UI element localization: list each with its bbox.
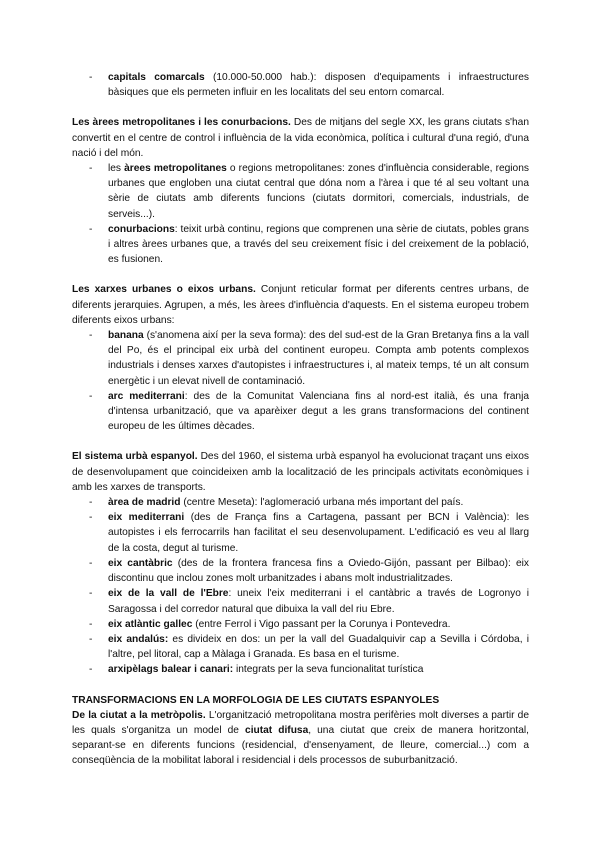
- spacer: [72, 678, 529, 693]
- list-item: - eix mediterrani (des de França fins a Cartagena, passant per BCN i València): les autopistes i els ferrocarrils han facilitat el seu desenvolupament. L'edificació es veu al llarg de la costa, degut al turisme.: [89, 512, 529, 554]
- section-heading: TRANSFORMACIONS EN LA MORFOLOGIA DE LES CIUTATS ESPANYOLES: [72, 694, 440, 706]
- term: banana: [108, 330, 144, 342]
- section-title: El sistema urbà espanyol.: [72, 451, 198, 463]
- section-paragraph: Les xarxes urbanes o eixos urbans. Conjunt reticular format per diferents centres urbans, de diferents jerarquies. Agrupen, a més, les àrees d'influència d'aquests. En el sistema europeu trobem diferents eixos urbans:: [72, 284, 529, 326]
- section-title: Les àrees metropolitanes i les conurbacions.: [72, 117, 291, 129]
- document-page: [72, 70, 529, 769]
- term: eix mediterrani: [108, 512, 185, 524]
- list-item: - capitals comarcals (10.000-50.000 hab.): disposen d'equipaments i infraestructures bàsiques que els permeten influir en les localitats del seu entorn comarcal.: [89, 72, 529, 99]
- list-item: - arxipèlags balear i canari: integrats per la seva funcionalitat turística: [72, 662, 529, 677]
- dash-bullet: -: [89, 664, 93, 676]
- dash-bullet: -: [89, 618, 93, 630]
- section-title: De la ciutat a la metròpolis.: [72, 709, 206, 721]
- dash-bullet: -: [89, 163, 93, 175]
- dash-bullet: -: [89, 72, 93, 83]
- term: arc mediterrani: [108, 390, 185, 402]
- intro-list: [72, 70, 529, 100]
- list-item: - eix de la vall de l'Ebre: uneix l'eix mediterrani i el cantàbric a través de Logronyo i Saragossa i del corredor natural que dibuixa la vall del riu Ebre.: [89, 588, 529, 615]
- term: àrea de madrid: [108, 497, 181, 509]
- dash-bullet: -: [89, 557, 93, 569]
- spacer: [72, 434, 529, 449]
- section-transformations: [72, 693, 529, 769]
- list-item: - les àrees metropolitanes o regions metropolitanes: zones d'influència considerable, regions urbanes que engloben una ciutat central que dóna nom a l'àrea i que té al seu voltant una sèrie de ciutats amb diferents funcions (ciutats dormitori, comercials, industrials, de serveis...).: [89, 163, 529, 220]
- list-item: - eix cantàbric (des de la frontera francesa fins a Oviedo-Gijón, passant per Bilbao): eix discontinu que inclou zones molt urbanitzades i abans molt industrialitzades.: [89, 557, 529, 585]
- dash-bullet: -: [89, 497, 93, 509]
- section-spanish-system: [72, 449, 529, 677]
- section-list: [72, 161, 529, 267]
- section-paragraph: De la ciutat a la metròpolis. L'organització metropolitana mostra perifèries molt diverses a partir de les quals s'organitza un model de ciutat difusa, una ciutat que creix de manera horitzontal, separant-se en diferents funcions (residencial, d'ensenyament, de lleure, comercial...) com a conseqüència de la mobilitat laboral i residencial i dels processos de suburbanització.: [72, 709, 529, 767]
- dash-bullet: -: [89, 512, 93, 524]
- list-item: - conurbacions: teixit urbà continu, regions que comprenen una sèrie de ciutats, pobles grans i altres àrees urbanes que, a través del seu creixement físic i del creixement de la població, es fusionen.: [89, 223, 529, 266]
- term: conurbacions: [108, 223, 175, 235]
- list-item: - eix andalús: es divideix en dos: un per la vall del Guadalquivir cap a Sevilla i Córdoba, i l'altre, pel litoral, cap a Màlaga i Granada. Es basa en el turisme.: [89, 633, 529, 661]
- section-metropolitan: [72, 115, 529, 267]
- key-term: ciutat difusa: [245, 724, 309, 736]
- section-paragraph: Les àrees metropolitanes i les conurbacions. Des de mitjans del segle XX, les grans ciutats s'han convertit en el centre de control i influència de la vida econòmica, política i cultural d'una regió, d'una nació i del món.: [72, 117, 529, 159]
- spacer: [72, 100, 529, 115]
- section-urban-networks: [72, 282, 529, 434]
- spacer: [72, 267, 529, 282]
- list-item: - àrea de madrid (centre Meseta): l'aglomeració urbana més important del país.: [72, 495, 529, 510]
- dash-bullet: -: [89, 633, 93, 645]
- term: eix de la vall de l'Ebre: [108, 588, 229, 600]
- term: àrees metropolitanes: [124, 163, 227, 175]
- term: arxipèlags balear i canari:: [108, 664, 234, 676]
- dash-bullet: -: [89, 223, 93, 235]
- list-item: - arc mediterrani: des de la Comunitat Valenciana fins al nord-est italià, és una franja d'intensa urbanització, que va aparèixer degut a les grans transformacions del continent europeu de les últimes dècades.: [89, 390, 529, 433]
- term: eix atlàntic gallec: [108, 618, 193, 630]
- section-list: [72, 328, 529, 434]
- dash-bullet: -: [89, 330, 93, 342]
- list-item: - banana (s'anomena així per la seva forma): des del sud-est de la Gran Bretanya fins a la vall del Po, és el principal eix urbà del continent europeu. Compta amb potents complexos industrials i denses xarxes d'autopistes i infraestructures i, al mateix temps, té un alt consum energètic i un elevat nivell de contaminació.: [89, 330, 529, 387]
- list-item: - eix atlàntic gallec (entre Ferrol i Vigo passant per la Corunya i Pontevedra.: [72, 617, 529, 632]
- term: eix cantàbric: [108, 557, 173, 569]
- section-list: [72, 495, 529, 677]
- dash-bullet: -: [89, 390, 93, 402]
- section-paragraph: El sistema urbà espanyol. Des del 1960, el sistema urbà espanyol ha evolucionat traçant uns eixos de desenvolupament que coincideixen amb la localització de les principals activitats econòmiques i amb les xarxes de transports.: [72, 451, 529, 493]
- term: eix andalús:: [108, 633, 169, 645]
- dash-bullet: -: [89, 588, 93, 600]
- section-title: Les xarxes urbanes o eixos urbans.: [72, 284, 256, 296]
- term: capitals comarcals: [108, 72, 205, 83]
